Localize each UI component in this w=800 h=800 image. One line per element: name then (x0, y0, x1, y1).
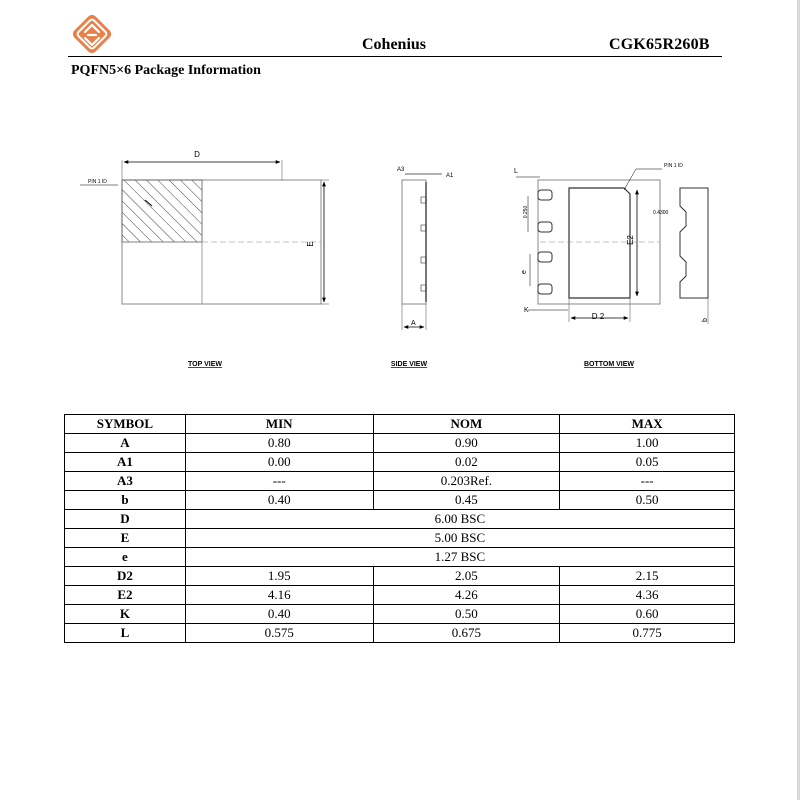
max-cell: 2.15 (560, 567, 735, 586)
part-number: CGK65R260B (609, 36, 710, 53)
dim-e-pitch-label: e (521, 270, 528, 274)
max-cell: 0.50 (560, 491, 735, 510)
nom-cell: 0.45 (373, 491, 560, 510)
table-row (65, 586, 735, 605)
table-row (65, 548, 735, 567)
bsc-value-cell: 5.00 BSC (185, 529, 734, 548)
table-row (65, 434, 735, 453)
max-cell: 0.60 (560, 605, 735, 624)
max-cell: 4.36 (560, 586, 735, 605)
min-cell: 0.575 (185, 624, 373, 643)
side-view (391, 167, 454, 368)
dim-l-label: L (514, 168, 518, 175)
min-cell: 0.00 (185, 453, 373, 472)
dim-e-label: E (306, 241, 315, 247)
nom-cell: 0.50 (373, 605, 560, 624)
side-view-caption: SIDE VIEW (390, 361, 428, 368)
dim-a3-label: A3 (397, 167, 405, 173)
min-cell: 1.95 (185, 567, 373, 586)
dim-k-label: K (524, 307, 529, 314)
table-row (65, 529, 735, 548)
symbol-cell: E2 (65, 586, 186, 605)
table-row (65, 605, 735, 624)
symbol-cell: A1 (65, 453, 186, 472)
table-row (65, 510, 735, 529)
bsc-value-cell: 1.27 BSC (185, 548, 734, 567)
section-title: PQFN5×6 Package Information (71, 63, 261, 78)
min-cell: 4.16 (185, 586, 373, 605)
min-cell: --- (185, 472, 373, 491)
nom-cell: 2.05 (373, 567, 560, 586)
dim-a-label: A (411, 320, 416, 327)
max-cell: 0.05 (560, 453, 735, 472)
col-header-min: MIN (185, 415, 373, 434)
nom-cell: 0.90 (373, 434, 560, 453)
dim-b-label: b (702, 318, 709, 322)
dim-e2-label: E2 (626, 235, 635, 245)
bottom-view (514, 163, 709, 368)
pin1-label: PIN 1 ID (88, 179, 107, 185)
table-row (65, 567, 735, 586)
max-cell: --- (560, 472, 735, 491)
symbol-cell: L (65, 624, 186, 643)
nom-cell: 0.675 (373, 624, 560, 643)
symbol-cell: D2 (65, 567, 186, 586)
max-cell: 0.775 (560, 624, 735, 643)
nom-cell: 0.203Ref. (373, 472, 560, 491)
symbol-cell: A3 (65, 472, 186, 491)
min-cell: 0.40 (185, 605, 373, 624)
bottom-view-caption: BOTTOM VIEW (583, 361, 635, 368)
dim-a1-label: A1 (446, 173, 454, 179)
table-row (65, 472, 735, 491)
top-view (80, 150, 329, 368)
col-header-max: MAX (560, 415, 735, 434)
dim-d2-label: D 2 (591, 312, 605, 321)
max-cell: 1.00 (560, 434, 735, 453)
dim-r-label: 0.4300 (653, 210, 669, 216)
table-row (65, 491, 735, 510)
symbol-cell: D (65, 510, 186, 529)
bsc-value-cell: 6.00 BSC (185, 510, 734, 529)
symbol-cell: e (65, 548, 186, 567)
symbol-cell: b (65, 491, 186, 510)
min-cell: 0.40 (185, 491, 373, 510)
dim-0250-label: 0.250 (523, 205, 529, 219)
nom-cell: 0.02 (373, 453, 560, 472)
dimension-table (64, 414, 735, 643)
min-cell: 0.80 (185, 434, 373, 453)
bottom-pin1-label: PIN 1 ID (664, 163, 683, 169)
symbol-cell: E (65, 529, 186, 548)
symbol-cell: A (65, 434, 186, 453)
col-header-symbol: SYMBOL (65, 415, 186, 434)
dim-d-label: D (194, 150, 200, 159)
table-row (65, 624, 735, 643)
table-header-row (65, 415, 735, 434)
col-header-nom: NOM (373, 415, 560, 434)
company-name: Cohenius (362, 36, 427, 53)
table-row (65, 453, 735, 472)
top-view-caption: TOP VIEW (188, 361, 222, 368)
nom-cell: 4.26 (373, 586, 560, 605)
symbol-cell: K (65, 605, 186, 624)
